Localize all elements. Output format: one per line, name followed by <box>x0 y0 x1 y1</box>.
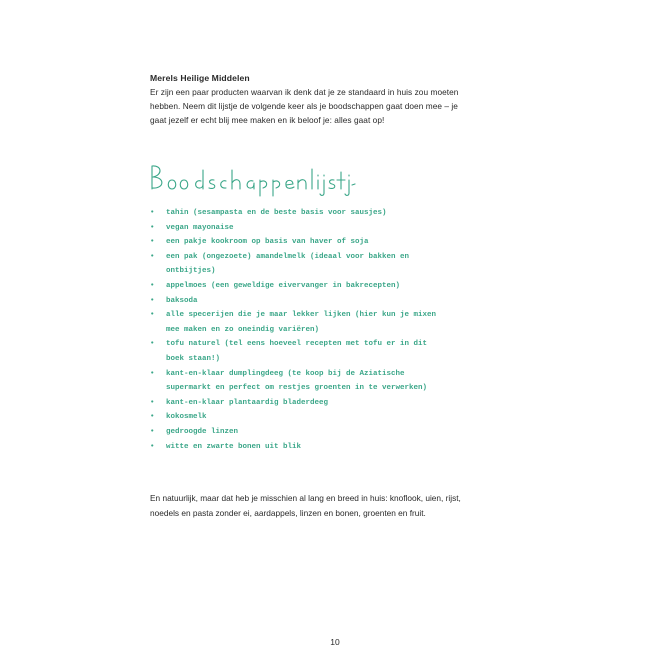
list-item-line: supermarkt en perfect om restjes groenten in te verwerken) <box>166 384 428 393</box>
bullet-icon: • <box>150 238 155 247</box>
intro-paragraph <box>150 85 525 127</box>
closing-line: En natuurlijk, maar dat heb je misschien al lang en breed in huis: knoflook, uien, rijst, <box>150 493 461 503</box>
intro-line: gaat jezelf er echt blij mee maken en ik beloof je: alles gaat op! <box>150 115 385 125</box>
section-title: Merels Heilige Middelen <box>150 73 250 83</box>
list-item-line: een pak (ongezoete) amandelmelk (ideaal voor bakken en <box>166 252 410 261</box>
list-item-line: kant-en-klaar plantaardig bladerdeeg <box>166 398 329 407</box>
bullet-icon: • <box>150 413 155 422</box>
list-item-line: boek staan!) <box>166 354 221 363</box>
handwritten-heading <box>146 158 356 198</box>
list-item <box>150 279 530 294</box>
bullet-icon: • <box>150 281 155 290</box>
list-item-line: appelmoes (een geweldige eivervanger in bakrecepten) <box>166 281 401 290</box>
bullet-icon: • <box>150 209 155 217</box>
list-item <box>150 206 530 221</box>
shopping-list <box>150 206 530 454</box>
handwritten-heading-text <box>146 198 147 199</box>
bullet-icon: • <box>150 340 155 349</box>
bullet-icon: • <box>150 442 155 451</box>
list-item <box>150 410 530 425</box>
bullet-icon: • <box>150 369 155 378</box>
bullet-icon: • <box>150 398 155 407</box>
list-item <box>150 308 530 337</box>
closing-paragraph <box>150 491 530 520</box>
bullet-icon: • <box>150 252 155 261</box>
list-item-line: een pakje kookroom op basis van haver of soja <box>166 238 369 247</box>
list-item <box>150 396 530 411</box>
page-number: 10 <box>330 637 340 647</box>
list-item-line: gedroogde linzen <box>166 427 239 436</box>
bullet-icon: • <box>150 427 155 436</box>
list-item-line: alle specerijen die je maar lekker lijken (hier kun je mixen <box>166 311 437 320</box>
list-item <box>150 425 530 440</box>
handwritten-heading-drawing <box>146 158 356 198</box>
list-item <box>150 337 530 366</box>
intro-line: hebben. Neem dit lijstje de volgende keer als je boodschappen gaat doen mee – je <box>150 101 458 111</box>
intro-line: Er zijn een paar producten waarvan ik denk dat je ze standaard in huis zou moeten <box>150 87 459 97</box>
list-item <box>150 250 530 279</box>
list-item <box>150 440 530 455</box>
list-item <box>150 367 530 396</box>
list-item <box>150 294 530 309</box>
list-item-line: ontbijtjes) <box>166 267 216 276</box>
list-item-line: tahin (sesampasta en de beste basis voor sausjes) <box>166 209 387 217</box>
list-item-line: vegan mayonaise <box>166 223 234 232</box>
list-item-line: kant-en-klaar dumplingdeeg (te koop bij de Aziatische <box>166 369 405 378</box>
intro-section <box>150 72 525 127</box>
list-item <box>150 235 530 250</box>
list-item-line: kokosmelk <box>166 413 207 422</box>
list-item-line: baksoda <box>166 296 198 305</box>
list-item-line: witte en zwarte bonen uit blik <box>166 442 302 451</box>
list-item <box>150 221 530 236</box>
list-item-line: mee maken en zo oneindig variëren) <box>166 325 320 334</box>
bullet-icon: • <box>150 311 155 320</box>
bullet-icon: • <box>150 223 155 232</box>
bullet-icon: • <box>150 296 155 305</box>
closing-line: noedels en pasta zonder ei, aardappels, linzen en bonen, groenten en fruit. <box>150 507 426 518</box>
list-item-line: tofu naturel (tel eens hoeveel recepten met tofu er in dit <box>166 340 428 349</box>
